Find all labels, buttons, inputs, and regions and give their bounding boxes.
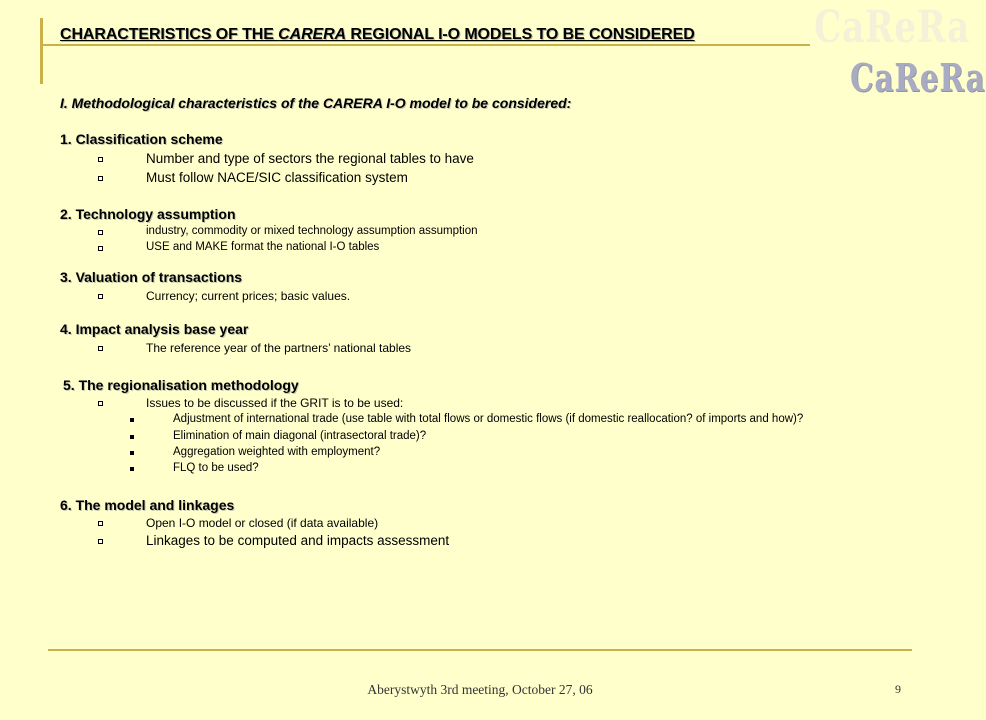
square-bullet-icon bbox=[98, 246, 103, 251]
slide-subtitle: I. Methodological characteristics of the CARERA I-O model to be considered: bbox=[60, 95, 572, 111]
square-bullet-icon bbox=[98, 230, 103, 235]
section-heading-model: 6. The model and linkages bbox=[60, 497, 235, 513]
section-heading-classification: 1. Classification scheme bbox=[60, 131, 223, 147]
square-bullet-icon bbox=[98, 521, 103, 526]
square-bullet-icon bbox=[98, 157, 103, 162]
slide-title bbox=[60, 26, 695, 44]
square-bullet-icon bbox=[98, 294, 103, 299]
title-frame-vertical bbox=[40, 18, 43, 84]
footer-text: Aberystwyth 3rd meeting, October 27, 06 bbox=[367, 682, 593, 697]
title-italic: CARERA bbox=[278, 26, 347, 43]
square-bullet-icon bbox=[98, 539, 103, 544]
square-bullet-icon bbox=[98, 346, 103, 351]
square-bullet-icon bbox=[98, 176, 103, 181]
section-heading-impact: 4. Impact analysis base year bbox=[60, 321, 249, 337]
section-heading-valuation: 3. Valuation of transactions bbox=[60, 269, 243, 285]
page-number: 9 bbox=[895, 682, 901, 696]
small-bullet-icon bbox=[130, 435, 134, 439]
small-bullet-icon bbox=[130, 418, 134, 422]
section-heading-technology: 2. Technology assumption bbox=[60, 206, 236, 222]
carera-logo-back: CaReRa bbox=[814, 2, 971, 53]
square-bullet-icon bbox=[98, 401, 103, 406]
footer-divider bbox=[48, 649, 912, 651]
section-heading-regionalisation: 5. The regionalisation methodology bbox=[63, 377, 299, 393]
small-bullet-icon bbox=[130, 451, 134, 455]
title-part1: CHARACTERISTICS OF THE bbox=[60, 26, 279, 43]
small-bullet-icon bbox=[130, 467, 134, 471]
title-part2: REGIONAL I-O MODELS TO BE CONSIDERED bbox=[346, 26, 695, 43]
carera-logo: CaReRa bbox=[850, 55, 986, 100]
title-frame-horizontal bbox=[40, 44, 810, 46]
